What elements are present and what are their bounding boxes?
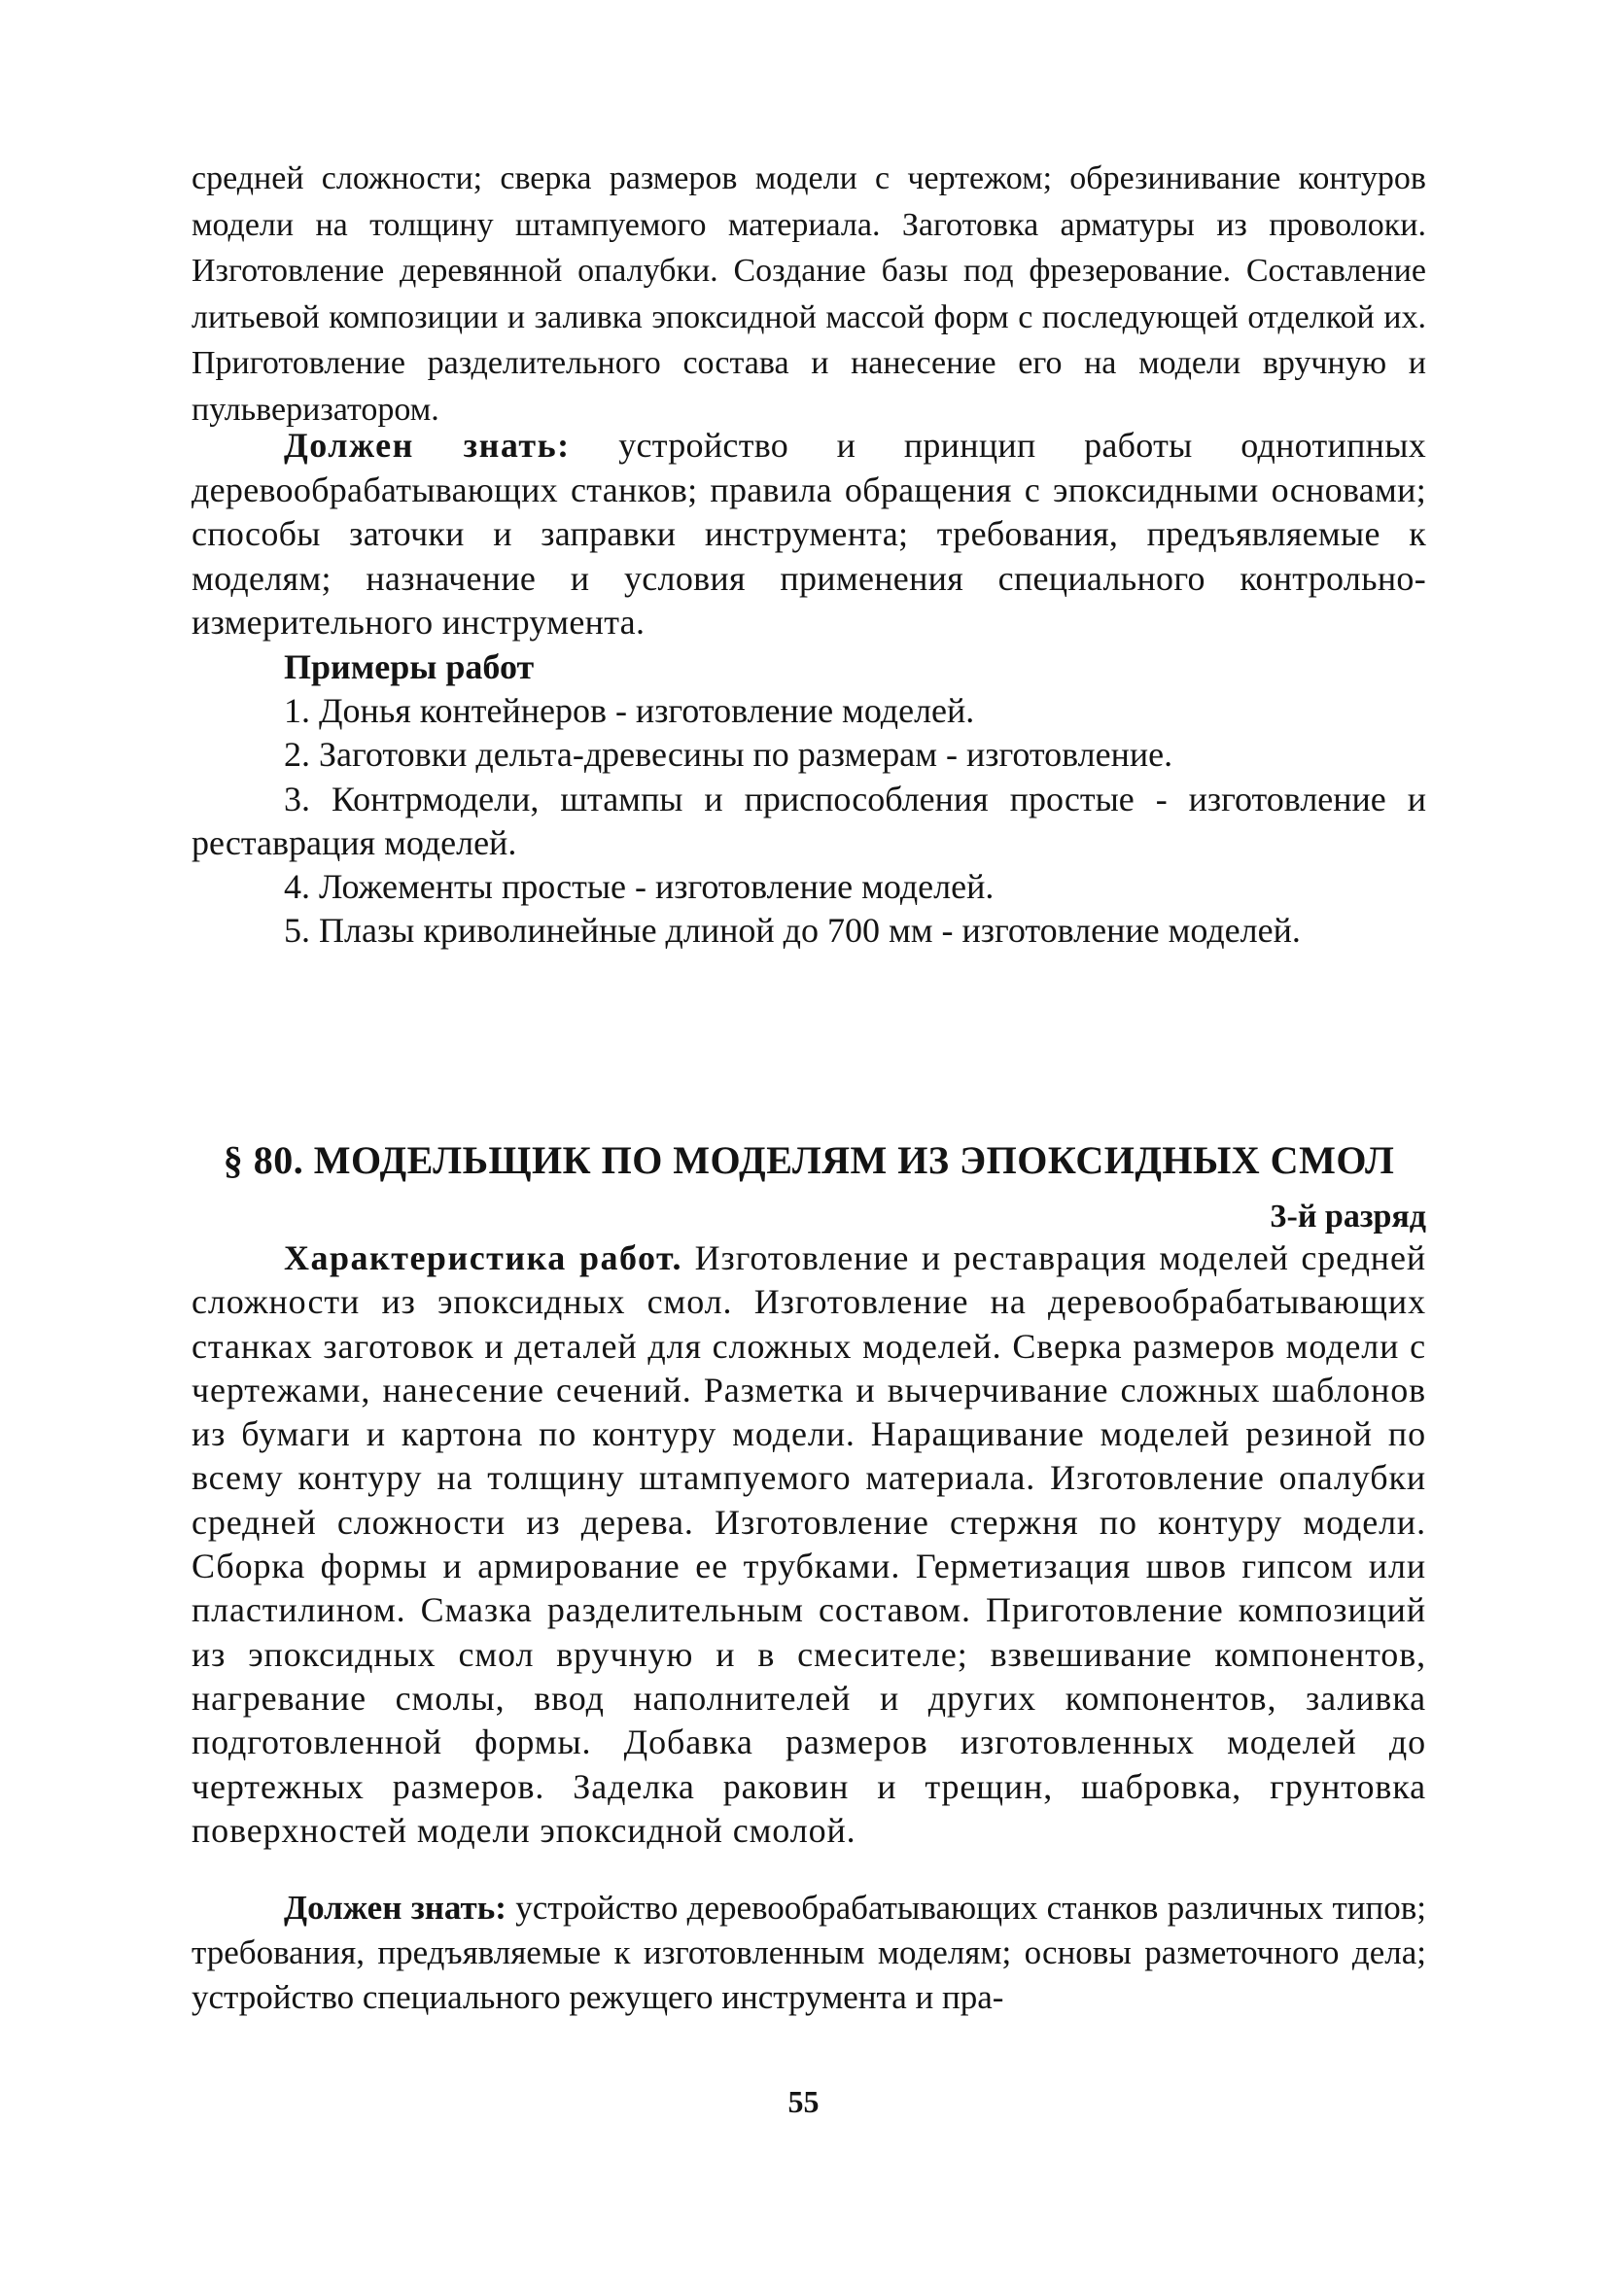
required-knowledge-paragraph-2 (192, 1886, 1426, 2020)
work-example-item: 5. Плазы криволинейные длиной до 700 мм - изготовление моделей. (284, 911, 1301, 951)
work-characteristic-text: Изготовление и реставрация моделей средней сложности из эпоксидных смол. Изготовление на деревообрабатывающих станках заготовок и деталей для сложных моделей. Сверка размеров модели с чертежами, нанесение сечений. Разметка и вычерчивание сложных шаблонов из бумаги и картона по контуру модели. Наращивание моделей резиной по всему контуру на толщину штампуемого материала. Изготовление опалубки средней сложности из дерева. Изготовление стержня по контуру модели. Сборка формы и армирование ее трубками. Герметизация швов гипсом или пластилином. Смазка разделительным составом. Приготовление композиций из эпоксидных смол вручную и в смесителе; взвешивание компонентов, нагревание смолы, ввод наполнителей и других компонентов, заливка подготовленной формы. Добавка размеров изготовленных моделей до чертежных размеров. Заделка раковин и трещин, шабровка, грунтовка поверхностей модели эпоксидной смолой. (192, 1238, 1426, 1850)
work-example-item: 4. Ложементы простые - изготовление моделей. (284, 867, 995, 907)
work-examples-heading: Примеры работ (284, 647, 535, 686)
work-characteristic-paragraph (192, 1236, 1426, 1853)
work-example-item: 2. Заготовки дельта-древесины по размерам - изготовление. (284, 735, 1173, 775)
intro-paragraph: средней сложности; сверка размеров модели с чертежом; обрезинивание контуров модели на толщину штампуемого материала. Заготовка арматуры из проволоки. Изготовление деревянной опалубки. Создание базы под фрезерование. Составление литьевой композиции и заливка эпоксидной массой форм с последующей отделкой их. Приготовление разделительного состава и нанесение его на модели вручную и пульверизатором. (192, 160, 1426, 428)
page-number: 55 (787, 2084, 820, 2119)
work-example-item: 1. Донья контейнеров - изготовление моделей. (284, 691, 975, 731)
work-examples (192, 645, 1426, 953)
work-characteristic-label: Характеристика работ. (284, 1238, 683, 1277)
work-example-item: 3. Контрмодели, штампы и приспособления простые - изготовление и реставрация моделей. (192, 779, 1426, 862)
required-knowledge-text: устройство и принцип работы однотипных деревообрабатывающих станков; правила обращения с эпоксидными основами; способы заточки и заправки инструмента; требования, предъявляемые к моделям; назначение и условия применения специального контрольно-измерительного инструмента. (192, 426, 1427, 643)
section-title: § 80. МОДЕЛЬЩИК ПО МОДЕЛЯМ ИЗ ЭПОКСИДНЫХ СМОЛ (223, 1138, 1395, 1182)
required-knowledge-paragraph (192, 424, 1426, 645)
required-knowledge-label: Должен знать: (284, 426, 571, 465)
grade-label: 3-й разряд (1270, 1199, 1426, 1235)
required-knowledge-text-2: устройство деревообрабатывающих станков различных типов; требования, предъявляемые к изготовленным моделям; основы разметочного дела; устройство специального режущего инструмента и пра- (192, 1889, 1426, 2016)
required-knowledge-label-2: Должен знать: (284, 1889, 507, 1927)
